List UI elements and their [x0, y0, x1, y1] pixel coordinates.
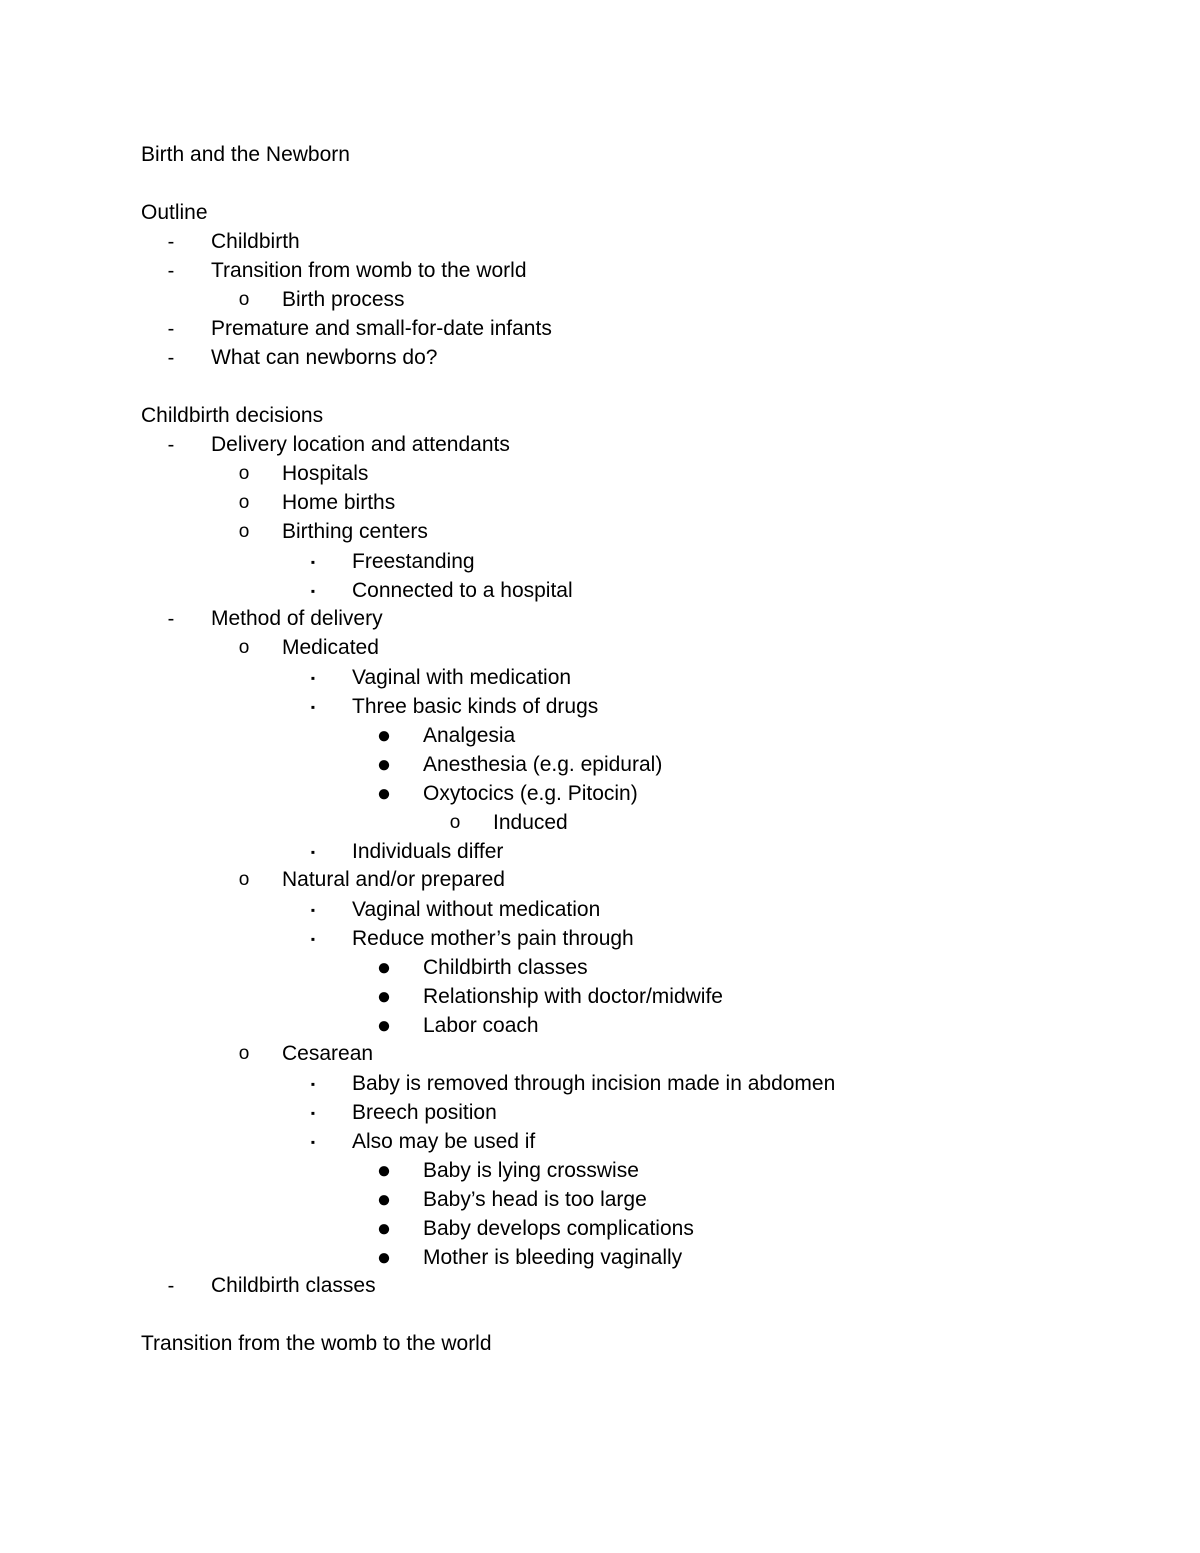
list-item-text: Premature and small-for-date infants: [211, 317, 552, 340]
circle-bullet-icon: o: [238, 463, 250, 484]
circle-bullet-icon: o: [449, 812, 461, 833]
section-heading-text: Childbirth decisions: [141, 404, 324, 427]
round-bullet-icon: ●: [376, 1244, 392, 1271]
circle-bullet-icon: o: [238, 1043, 250, 1064]
list-item-text: Connected to a hospital: [352, 579, 573, 602]
round-bullet-icon: ●: [376, 1215, 392, 1242]
document-title-text: Birth and the Newborn: [141, 143, 350, 166]
square-bullet-icon: ▪: [310, 555, 316, 569]
round-bullet-icon: ●: [376, 1186, 392, 1213]
section-heading-text: Transition from the womb to the world: [141, 1332, 492, 1355]
dash-bullet-icon: -: [167, 318, 175, 340]
round-bullet-icon: ●: [376, 1157, 392, 1184]
square-bullet-icon: ▪: [310, 932, 316, 946]
list-item-text: Cesarean: [282, 1042, 374, 1065]
circle-bullet-icon: o: [238, 869, 250, 890]
list-item-text: Baby develops complications: [423, 1217, 694, 1240]
list-item-text: Childbirth classes: [423, 956, 588, 979]
list-item-text: Childbirth: [211, 230, 300, 253]
list-item-text: Analgesia: [423, 724, 516, 747]
round-bullet-icon: ●: [376, 983, 392, 1010]
list-item-text: Natural and/or prepared: [282, 868, 505, 891]
circle-bullet-icon: o: [238, 637, 250, 658]
dash-bullet-icon: -: [167, 347, 175, 369]
list-item-text: Delivery location and attendants: [211, 433, 510, 456]
list-item-text: Three basic kinds of drugs: [352, 695, 599, 718]
square-bullet-icon: ▪: [310, 1077, 316, 1091]
list-item-text: Anesthesia (e.g. epidural): [423, 753, 663, 776]
dash-bullet-icon: -: [167, 260, 175, 282]
list-item-text: Breech position: [352, 1101, 497, 1124]
list-item-text: Method of delivery: [211, 607, 383, 630]
dash-bullet-icon: -: [167, 1275, 175, 1297]
square-bullet-icon: ▪: [310, 1106, 316, 1120]
list-item-text: Childbirth classes: [211, 1274, 376, 1297]
list-item-text: Induced: [493, 811, 568, 834]
square-bullet-icon: ▪: [310, 845, 316, 859]
section-heading-text: Outline: [141, 201, 208, 224]
circle-bullet-icon: o: [238, 492, 250, 513]
list-item-text: Baby is removed through incision made in abdomen: [352, 1072, 836, 1095]
list-item-text: Medicated: [282, 636, 379, 659]
round-bullet-icon: ●: [376, 1012, 392, 1039]
dash-bullet-icon: -: [167, 608, 175, 630]
list-item-text: Vaginal with medication: [352, 666, 572, 689]
round-bullet-icon: ●: [376, 722, 392, 749]
dash-bullet-icon: -: [167, 434, 175, 456]
list-item-text: Birthing centers: [282, 520, 428, 543]
square-bullet-icon: ▪: [310, 700, 316, 714]
list-item-text: Mother is bleeding vaginally: [423, 1246, 683, 1269]
list-item-text: Birth process: [282, 288, 405, 311]
list-item-text: Vaginal without medication: [352, 898, 601, 921]
round-bullet-icon: ●: [376, 780, 392, 807]
circle-bullet-icon: o: [238, 289, 250, 310]
list-item-text: Individuals differ: [352, 840, 504, 863]
list-item-text: Baby’s head is too large: [423, 1188, 647, 1211]
dash-bullet-icon: -: [167, 231, 175, 253]
list-item-text: What can newborns do?: [211, 346, 438, 369]
square-bullet-icon: ▪: [310, 903, 316, 917]
round-bullet-icon: ●: [376, 954, 392, 981]
list-item-text: Baby is lying crosswise: [423, 1159, 639, 1182]
list-item-text: Freestanding: [352, 550, 475, 573]
list-item-text: Hospitals: [282, 462, 369, 485]
square-bullet-icon: ▪: [310, 671, 316, 685]
list-item-text: Home births: [282, 491, 396, 514]
list-item-text: Relationship with doctor/midwife: [423, 985, 723, 1008]
square-bullet-icon: ▪: [310, 584, 316, 598]
list-item-text: Also may be used if: [352, 1130, 536, 1153]
list-item-text: Labor coach: [423, 1014, 539, 1037]
circle-bullet-icon: o: [238, 521, 250, 542]
list-item-text: Oxytocics (e.g. Pitocin): [423, 782, 638, 805]
list-item-text: Reduce mother’s pain through: [352, 927, 634, 950]
round-bullet-icon: ●: [376, 751, 392, 778]
square-bullet-icon: ▪: [310, 1135, 316, 1149]
list-item-text: Transition from womb to the world: [211, 259, 527, 282]
